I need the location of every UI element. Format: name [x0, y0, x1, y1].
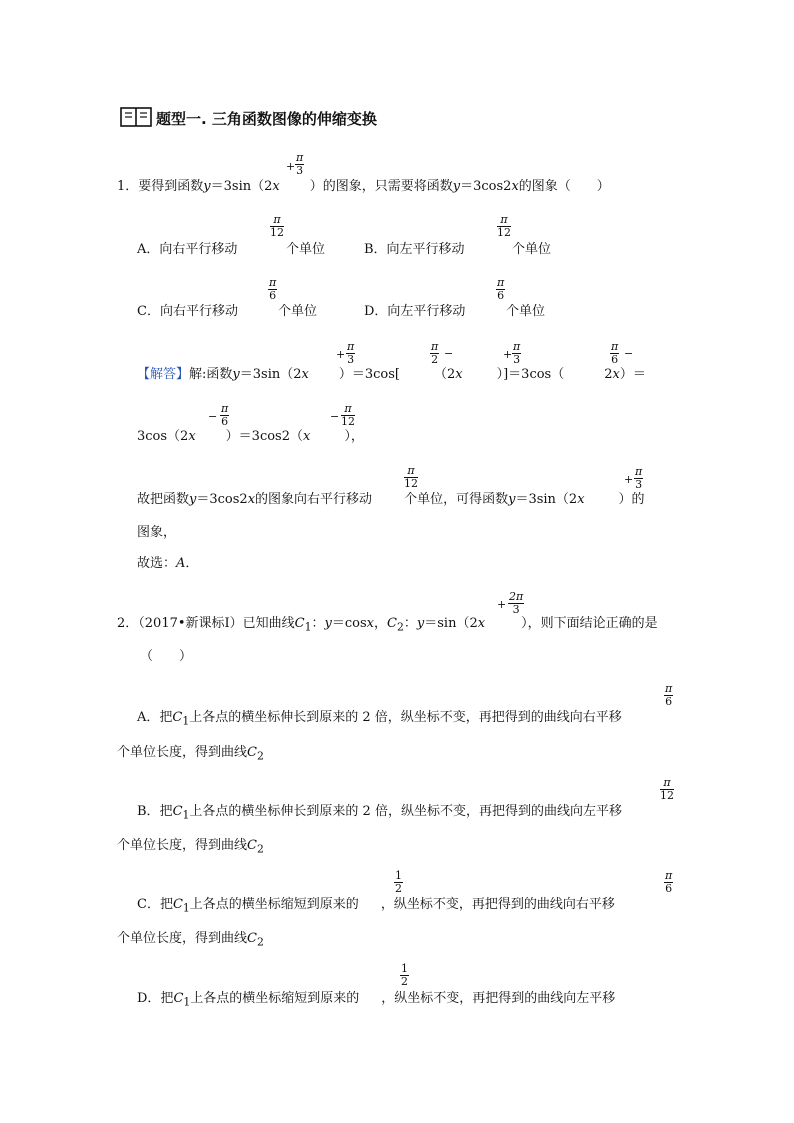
fraction-pi-12: $\frac{\pi}{12}$	[497, 213, 511, 239]
option-b: B．向左平行移动	[364, 242, 465, 257]
minus-sign: −	[624, 347, 634, 360]
fraction-pi-12: $\frac{\pi}{12}$	[404, 464, 418, 490]
fraction-1-2: $\frac{1}{2}$	[401, 962, 408, 988]
book-icon	[120, 106, 152, 128]
q2-option-b-line2: 个单位长度，得到曲线$C_2$	[117, 838, 264, 856]
fraction-pi-12: $\frac{\pi}{12}$	[341, 402, 355, 428]
fraction-pi-2: $\frac{\pi}{2}$	[431, 340, 439, 366]
fraction-1-2: $\frac{1}{2}$	[395, 869, 402, 895]
answer-paren: （ ）	[140, 649, 193, 664]
question-1-stem: 1．要得到函数y＝3sin（2x ）的图象，只需要将函数y＝3cos2x的图象（ ）	[117, 179, 610, 194]
fraction-pi-6: $\frac{\pi}{6}$	[665, 682, 673, 708]
q2-option-c-line2: 个单位长度，得到曲线$C_2$	[117, 931, 264, 949]
q2-option-d: D．把$C_1$上各点的横坐标缩短到原来的 ，纵坐标不变，再把得到的曲线向左平移	[137, 991, 616, 1009]
fraction-pi-6: $\frac{\pi}{6}$	[221, 402, 229, 428]
q2-option-b: B．把$C_1$上各点的横坐标伸长到原来的 2 倍，纵坐标不变，再把得到的曲线向左平移	[137, 804, 622, 822]
fraction-pi-3: $\frac{\pi}{3}$	[296, 151, 304, 177]
plus-sign: +	[497, 598, 507, 611]
solution-line-4: 图象，	[137, 525, 177, 540]
fraction-pi-3: $\frac{\pi}{3}$	[347, 340, 355, 366]
minus-sign: −	[444, 347, 454, 360]
option-a: A．向右平行移动	[137, 242, 238, 257]
solution-line-2: 3cos（2x ）＝3cos2（x ），	[137, 429, 364, 444]
fraction-2pi-3: $\frac{2\pi}{3}$	[509, 590, 524, 616]
fraction-pi-12: $\frac{\pi}{12}$	[270, 213, 284, 239]
plus-sign: +	[503, 348, 513, 361]
answer-choice: 故选：A．	[137, 556, 199, 571]
q2-option-c: C．把$C_1$上各点的横坐标缩短到原来的 ，纵坐标不变，再把得到的曲线向右平移	[137, 897, 615, 915]
q2-option-a-line2: 个单位长度，得到曲线$C_2$	[117, 745, 264, 763]
plus-sign: +	[624, 473, 634, 486]
solution-line-1: 【解答】解:函数y＝3sin（2x ）＝3cos[ （2x ）]＝3cos（ 2x）＝	[137, 367, 646, 382]
unit-label: 个单位	[512, 242, 552, 257]
q2-option-a: A．把$C_1$上各点的横坐标伸长到原来的 2 倍，纵坐标不变，再把得到的曲线向右平移	[137, 710, 622, 728]
section-title: 题型一. 三角函数图像的伸缩变换	[156, 110, 377, 128]
plus-sign: +	[336, 348, 346, 361]
fraction-pi-6: $\frac{\pi}{6}$	[269, 276, 277, 302]
solution-line-3: 故把函数y＝3cos2x的图象向右平行移动 个单位，可得函数y＝3sin（2x ）的	[137, 492, 645, 507]
fraction-pi-3: $\frac{\pi}{3}$	[513, 340, 521, 366]
option-c: C．向右平行移动	[137, 304, 238, 319]
fraction-pi-6: $\frac{\pi}{6}$	[611, 340, 619, 366]
fraction-pi-6: $\frac{\pi}{6}$	[497, 276, 505, 302]
fraction-pi-6: $\frac{\pi}{6}$	[665, 869, 673, 895]
unit-label: 个单位	[506, 304, 546, 319]
option-d: D．向左平行移动	[364, 304, 466, 319]
question-2-stem: 2．（2017•新课标Ⅰ）已知曲线$C_1$：y＝cosx，$C_2$：y＝sin（2x ），则下面结论正确的是	[117, 616, 658, 634]
unit-label: 个单位	[278, 304, 318, 319]
minus-sign: −	[330, 410, 340, 423]
minus-sign: −	[208, 410, 218, 423]
fraction-pi-3: $\frac{\pi}{3}$	[635, 465, 643, 491]
unit-label: 个单位	[286, 242, 326, 257]
plus-sign: +	[286, 160, 296, 173]
fraction-pi-12: $\frac{\pi}{12}$	[660, 776, 674, 802]
